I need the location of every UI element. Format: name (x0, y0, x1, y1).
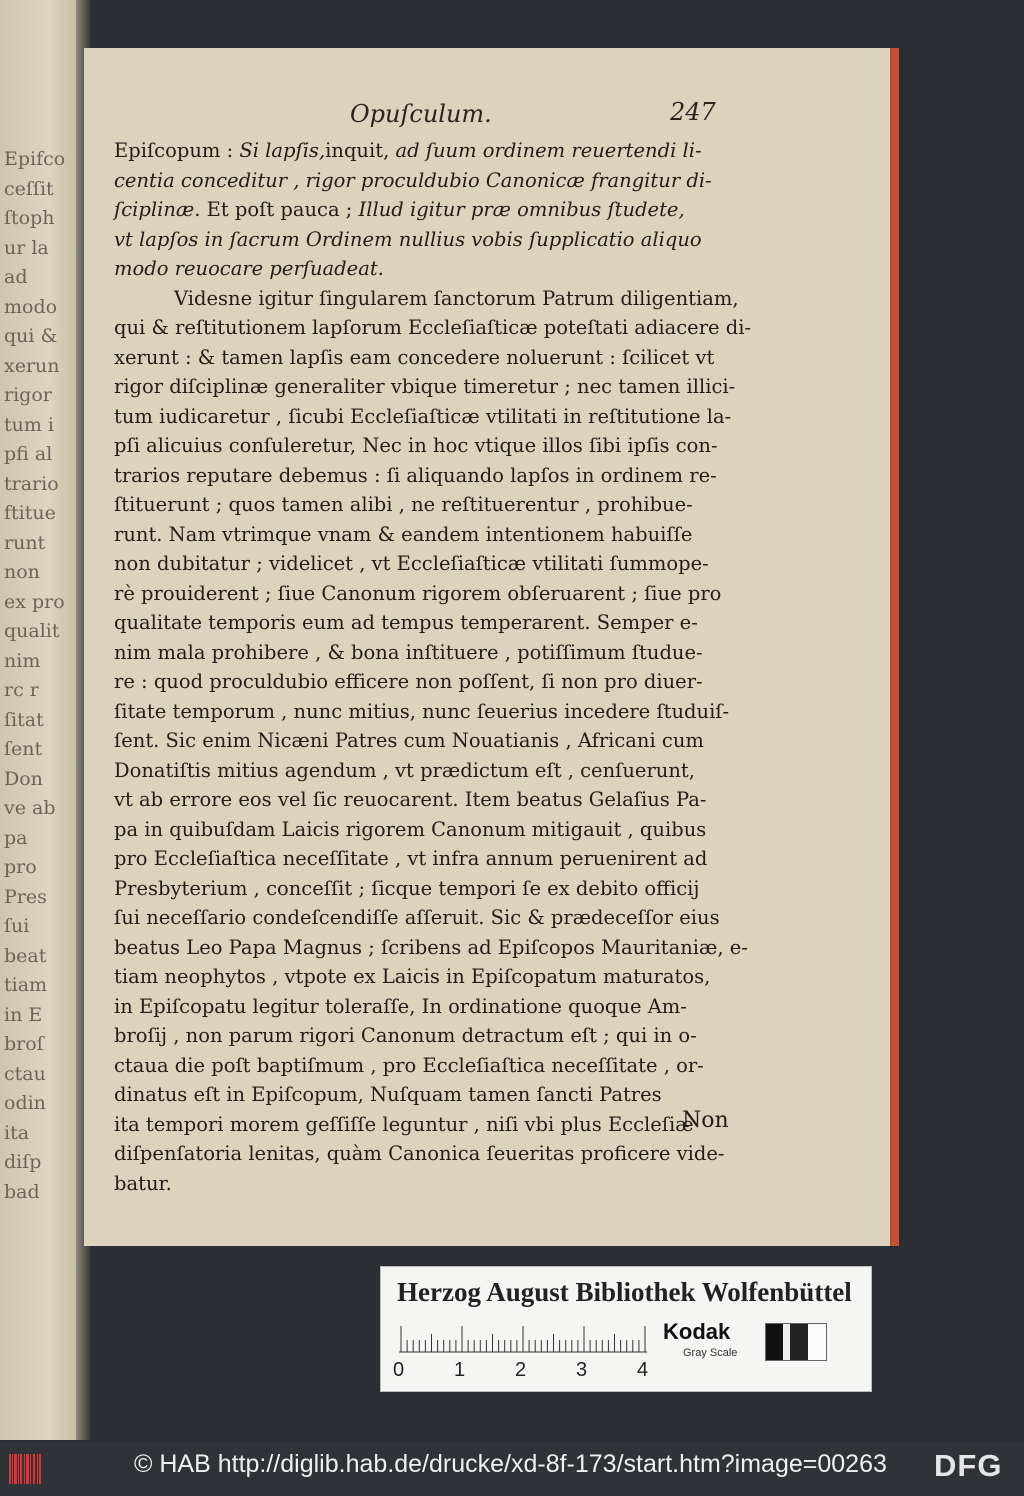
text-line (114, 933, 748, 963)
text-line (114, 313, 752, 343)
text-line (114, 608, 734, 638)
roman-text: tum iudicaretur , ſicubi Eccleſiaſticæ vtilitati in reſtitutione la- (114, 404, 732, 428)
previous-page-fragment: ſui (4, 915, 30, 937)
roman-text: ſtituerunt ; quos tamen alibi , ne reſtituerentur , prohibue- (114, 493, 693, 516)
roman-text: tiam neophytos , vtpote ex Laicis in Epiſcopatum maturatos, (114, 965, 711, 988)
previous-page-fragment: ctau (4, 1062, 46, 1085)
previous-page-fragment: runt (4, 531, 46, 554)
ruler-scale (399, 1325, 647, 1353)
previous-page-fragment: bad (4, 1180, 40, 1203)
text-line (114, 1080, 734, 1110)
text-line (114, 1169, 734, 1199)
text-line (114, 667, 734, 697)
roman-text: broſij , non parum rigori Canonum detractum eſt ; qui in o- (114, 1024, 697, 1047)
page-body-text (114, 136, 752, 1198)
text-line (114, 1051, 734, 1081)
previous-page-fragment: rc r (4, 679, 39, 701)
gray-scale-label: Gray Scale (683, 1347, 738, 1359)
roman-text: ſui neceſſario condeſcendiſſe aſſeruit. Sic & prædeceſſor eius (114, 906, 720, 929)
previous-page-fragment: ftitue (4, 502, 56, 524)
text-line (114, 166, 734, 196)
footer-bar (0, 1442, 1024, 1496)
text-line (114, 195, 734, 225)
copyright-link[interactable]: © HAB http://diglib.hab.de/drucke/xd-8f-173/start.htm?image=00263 (134, 1450, 887, 1478)
text-line (114, 785, 734, 815)
roman-text: pſi alicuius conſuleretur, Nec in hoc vtique illos ſibi ipſis con- (114, 434, 718, 457)
previous-page-fragment: nim (4, 649, 41, 672)
roman-text: dinatus eſt in Epiſcopum, Nuſquam tamen ſancti Patres (114, 1083, 662, 1106)
roman-text: pro Eccleſiaſtica neceſſitate , vt infra annum peruenirent ad (114, 847, 708, 870)
previous-page-fragment: pfi al (4, 443, 53, 465)
ruler-number: 4 (637, 1359, 649, 1381)
text-line (114, 372, 734, 402)
gray-scale-patch (765, 1323, 827, 1361)
library-label (380, 1266, 872, 1392)
ruler-number: 0 (393, 1359, 405, 1381)
book-page (84, 48, 899, 1246)
roman-text: Videsne igitur ſingularem ſanctorum Patrum diligentiam, (174, 286, 739, 310)
italic-text: Si lapſis, (239, 139, 326, 162)
barcode-icon (8, 1452, 42, 1486)
previous-page-fragment: in E (4, 1003, 43, 1026)
text-line (114, 844, 734, 874)
roman-text: qui & reſtitutionem lapſorum Eccleſiaſticæ poteſtati adiacere di- (114, 316, 752, 339)
text-line (114, 962, 734, 992)
previous-page-fragment: xerun (4, 354, 60, 377)
previous-page-fragment: rigor (4, 384, 52, 406)
roman-text: rigor diſciplinæ generaliter vbique timeretur ; nec tamen illici- (114, 375, 736, 398)
roman-text: batur. (114, 1171, 172, 1195)
running-head: Opuſculum. (350, 100, 492, 128)
roman-text: inquit, (325, 139, 396, 162)
roman-text: nim mala prohibere , & bona inſtituere , potiſſimum ſtudue- (114, 640, 703, 664)
previous-page-fragment: ex pro (4, 590, 65, 613)
previous-page-fragment: ve ab (4, 797, 56, 819)
ruler-number: 1 (454, 1359, 466, 1381)
previous-page-fragment: pro (4, 856, 37, 878)
kodak-logo: Kodak (663, 1319, 731, 1344)
text-line (114, 520, 734, 550)
roman-text: Donatiſtis mitius agendum , vt prædictum eſt , cenſuerunt, (114, 758, 695, 782)
italic-text: ad ſuum ordinem reuertendi li- (395, 139, 702, 162)
text-line (114, 254, 734, 284)
roman-text: rè prouiderent ; ſiue Canonum rigorem obſeruarent ; ſiue pro (114, 581, 722, 605)
ruler-ticks (399, 1325, 647, 1353)
roman-text: in Epiſcopatu legitur toleraſſe, In ordinatione quoque Am- (114, 994, 687, 1018)
previous-page-fragment: non (4, 561, 40, 583)
text-line (114, 697, 734, 727)
previous-page-fragment: Don (4, 767, 43, 790)
previous-page-fragment: beat (4, 944, 47, 967)
roman-text: re : quod proculdubio efficere non poſſent, ſi non pro diuer- (114, 670, 703, 693)
previous-page-fragment: ſtoph (4, 207, 55, 229)
text-line (114, 874, 734, 904)
text-line (114, 992, 734, 1022)
previous-page-fragment: tum i (4, 413, 55, 436)
previous-page-fragment: ad (4, 266, 28, 288)
previous-page-fragment: pa (4, 826, 28, 849)
text-line (114, 461, 734, 491)
roman-text: ita tempori morem geſſiſſe leguntur , niſi vbi plus Eccleſiæ (114, 1112, 694, 1136)
text-line (114, 903, 734, 933)
catchword: Non (682, 1108, 729, 1133)
library-name: Herzog August Bibliothek Wolfenbüttel (397, 1277, 852, 1307)
previous-page-fragment: Pres (4, 885, 47, 908)
ruler-number: 2 (515, 1359, 527, 1381)
italic-text: ſciplinæ. (114, 198, 201, 221)
text-line (114, 549, 734, 579)
italic-text: modo reuocare perſuadeat. (114, 257, 384, 280)
roman-text: xerunt : & tamen lapſis eam concedere noluerunt : ſcilicet vt (114, 345, 715, 369)
text-line (114, 815, 734, 845)
italic-text: centia conceditur , rigor proculdubio Canonicæ frangitur di- (114, 168, 712, 192)
previous-page-fragment: tiam (4, 974, 48, 996)
roman-text: ſent. Sic enim Nicæni Patres cum Nouatianis , Africani cum (114, 729, 704, 752)
previous-page-fragment: odin (4, 1092, 46, 1114)
previous-page-fragment: diſp (4, 1151, 42, 1173)
roman-text: ſitate temporum , nunc mitius, nunc ſeuerius incedere ſtuduiſ- (114, 699, 730, 723)
text-line (114, 756, 734, 786)
text-line (114, 726, 734, 756)
text-line (114, 579, 734, 609)
roman-text: beatus Leo Papa Magnus ; ſcribens ad Epiſcopos Mauritaniæ, e- (114, 935, 748, 959)
previous-page-fragment: ur la (4, 236, 49, 259)
ruler-number: 3 (576, 1359, 588, 1381)
roman-text: qualitate temporis eum ad tempus temperarent. Semper e- (114, 611, 698, 634)
roman-text: trarios reputare debemus : ſi aliquando lapſos in ordinem re- (114, 463, 717, 487)
roman-text: runt. Nam vtrimque vnam & eandem intentionem habuiſſe (114, 522, 693, 546)
previous-page-fragment: modo (4, 295, 58, 318)
italic-text: vt lapſos in ſacrum Ordinem nullius vobis ſupplicatio aliquo (114, 227, 702, 251)
previous-page-fragment: qualit (4, 620, 60, 642)
text-line (114, 1110, 734, 1140)
text-line (114, 402, 734, 432)
text-line (114, 638, 734, 668)
text-line (114, 284, 739, 314)
text-line (114, 490, 734, 520)
italic-text: Illud igitur præ omnibus ſtudete, (358, 198, 685, 221)
previous-page-fragment: ceſſit (4, 177, 54, 200)
dfg-logo: DFG (934, 1448, 1003, 1483)
page-number: 247 (670, 98, 716, 126)
text-line (114, 1139, 734, 1169)
roman-text: Epiſcopum : (114, 139, 240, 162)
text-line (114, 225, 734, 255)
previous-page-fragment: ſitat (4, 708, 44, 731)
previous-page-fragment: ſent (4, 738, 43, 760)
text-line (114, 1021, 734, 1051)
previous-page-fragment: trario (4, 472, 59, 495)
roman-text: Presbyterium , conceſſit ; ſicque tempori ſe ex debito officij (114, 876, 700, 900)
previous-page-edge (0, 0, 82, 1440)
text-line (114, 431, 734, 461)
previous-page-fragment: Epifco (4, 148, 66, 170)
roman-text: diſpenſatoria lenitas, quàm Canonica ſeueritas proficere vide- (114, 1142, 725, 1165)
roman-text: non dubitatur ; videlicet , vt Eccleſiaſticæ vtilitati ſummope- (114, 552, 709, 575)
previous-page-fragment: broſ (4, 1033, 44, 1055)
previous-page-fragment: ita (4, 1121, 30, 1144)
text-line (114, 136, 734, 166)
roman-text: pa in quibuſdam Laicis rigorem Canonum mitigauit , quibus (114, 817, 707, 841)
roman-text: Et poſt pauca ; (200, 198, 359, 221)
text-line (114, 343, 734, 373)
roman-text: ctaua die poſt baptiſmum , pro Eccleſiaſtica neceſſitate , or- (114, 1053, 704, 1077)
roman-text: vt ab errore eos vel ſic reuocarent. Item beatus Gelaſius Pa- (114, 788, 707, 811)
previous-page-fragment: qui & (4, 325, 58, 347)
